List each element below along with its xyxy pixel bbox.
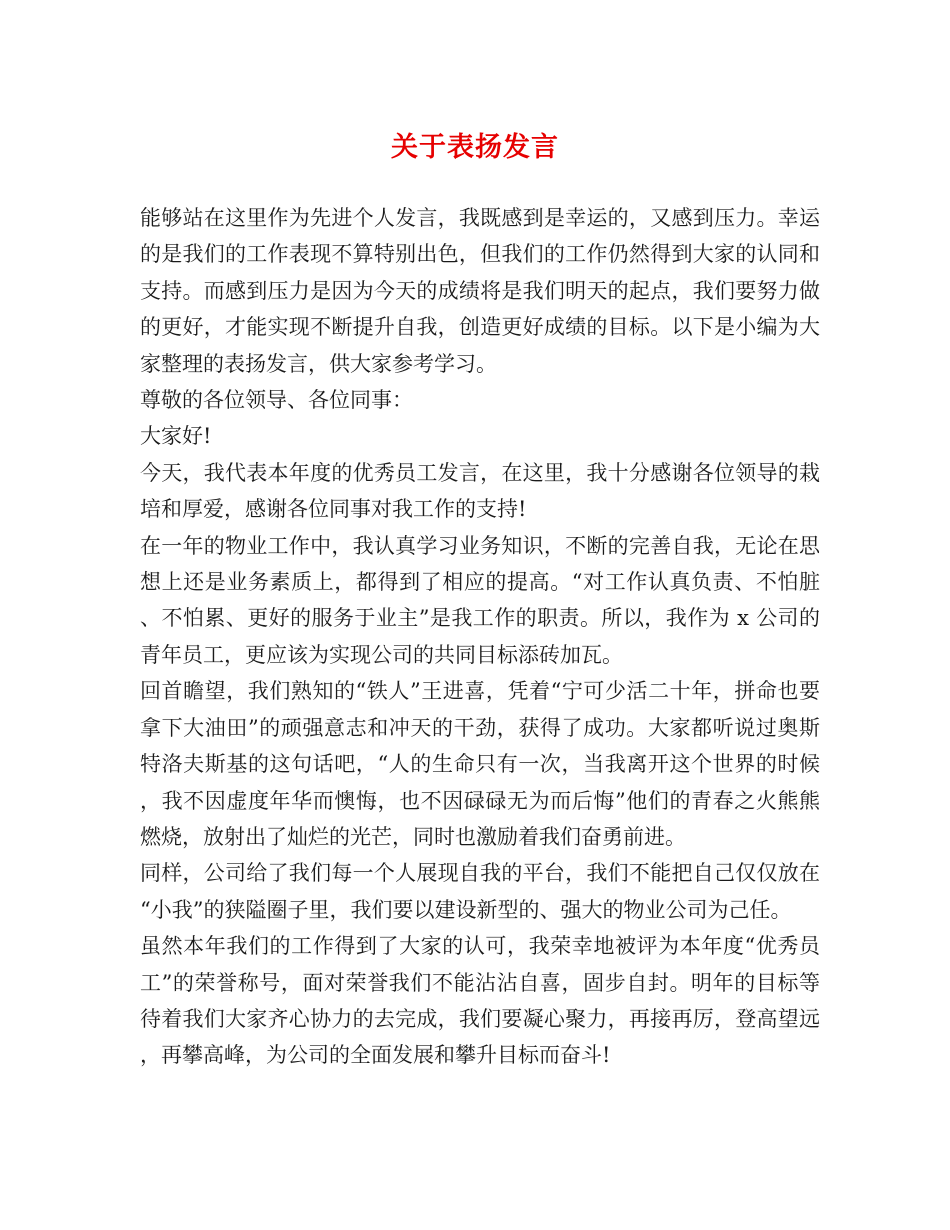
paragraph-intro: 能够站在这里作为先进个人发言，我既感到是幸运的，又感到压力。幸运的是我们的工作表现不算特别出色，但我们的工作仍然得到大家的认同和支持。而感到压力是因为今天的成绩将是我们明天的起点，我们要努力做的更好，才能实现不断提升自我，创造更好成绩的目标。以下是小编为大家整理的表扬发言，供大家参考学习。 [140,206,820,376]
paragraph-greeting: 大家好! [140,424,212,449]
document-body [140,200,820,1074]
paragraph-platform: 同样，公司给了我们每一个人展现自我的平台，我们不能把自己仅仅放在“小我”的狭隘圈子里，我们要以建设新型的、强大的物业公司为己任。 [140,861,820,922]
paragraph-thanks: 今天，我代表本年度的优秀员工发言，在这里，我十分感谢各位领导的栽培和厚爱，感谢各位同事对我工作的支持! [140,460,820,522]
paragraph-inspiration: 回首瞻望，我们熟知的“铁人”王进喜，凭着“宁可少活二十年，拼命也要拿下大油田”的顽强意志和冲天的干劲，获得了成功。大家都听说过奥斯特洛夫斯基的这句话吧，“人的生命只有一次，当我离开这个世界的时候，我不因虚度年华而懊悔，也不因碌碌无为而后悔”他们的青春之火熊熊燃烧，放射出了灿烂的光芒，同时也激励着我们奋勇前进。 [140,679,820,849]
page-title: 关于表扬发言 [391,132,559,163]
paragraph-work: 在一年的物业工作中，我认真学习业务知识，不断的完善自我，无论在思想上还是业务素质上，都得到了相应的提高。“对工作认真负责、不怕脏、不怕累、更好的服务于业主”是我工作的职责。所以，我作为 x 公司的青年员工，更应该为实现公司的共同目标添砖加瓦。 [140,533,820,667]
paragraph-salutation: 尊敬的各位领导、各位同事： [140,388,413,413]
paragraph-conclusion: 虽然本年我们的工作得到了大家的认可，我荣幸地被评为本年度“优秀员工”的荣誉称号，面对荣誉我们不能沾沾自喜，固步自封。明年的目标等待着我们大家齐心协力的去完成，我们要凝心聚力，再接再厉，登高望远，再攀高峰，为公司的全面发展和攀升目标而奋斗! [140,934,820,1068]
